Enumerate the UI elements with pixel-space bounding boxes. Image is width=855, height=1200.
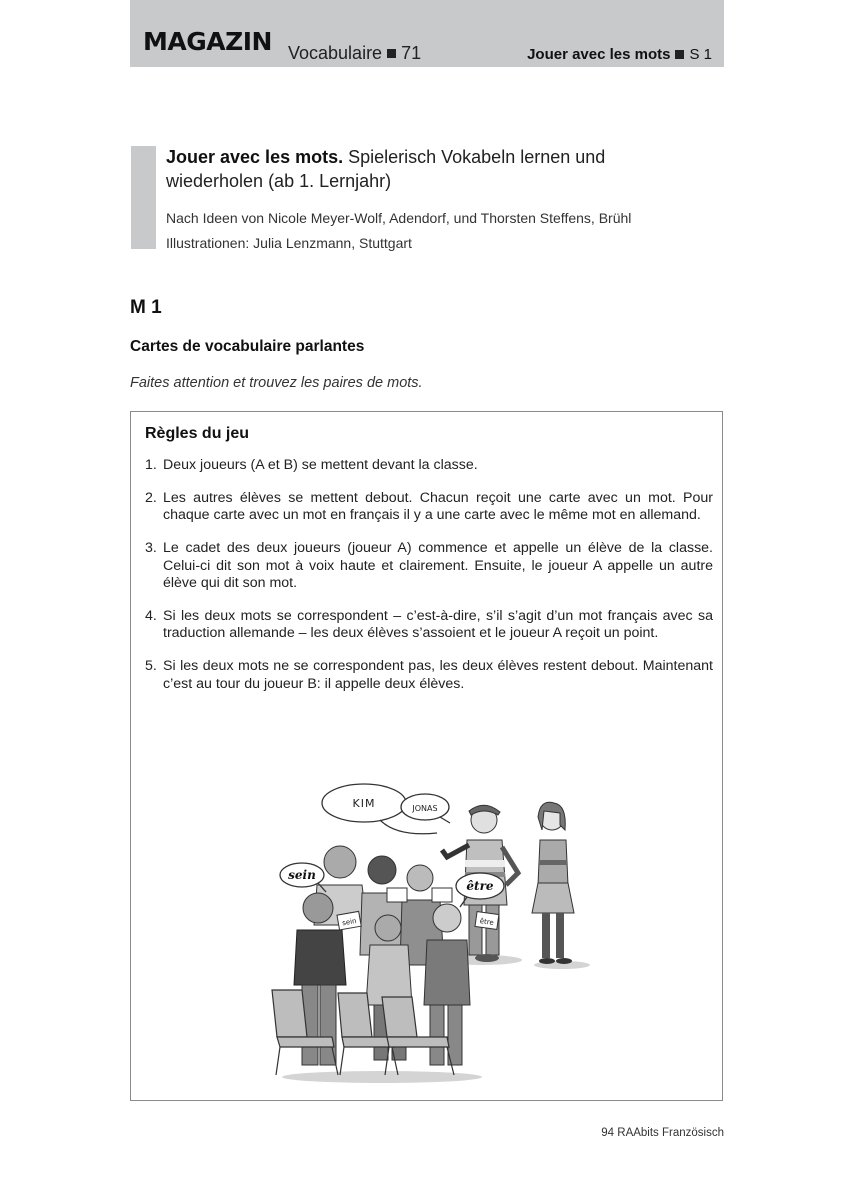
section-page: S 1 bbox=[689, 46, 712, 63]
rule-item bbox=[145, 490, 713, 525]
rule-number: 3. bbox=[145, 540, 157, 557]
intro-title-rest: Spielerisch Vokabeln lernen und wiederholen (ab 1. Lernjahr) bbox=[166, 147, 606, 191]
section-name: Jouer avec les mots bbox=[527, 46, 671, 63]
player-b-figure bbox=[532, 802, 574, 964]
credit-illustrations: Illustrationen: Julia Lenzmann, Stuttgart bbox=[166, 235, 412, 251]
intro-title bbox=[166, 145, 686, 193]
rule-text: Le cadet des deux joueurs (joueur A) commence et appelle un élève de la classe. Celui-ci dit son mot à voix haute et clairement. Ensuite, le joueur A appelle un autre élève qui dit son mot. bbox=[163, 540, 713, 592]
word-card-sein bbox=[337, 911, 361, 930]
rules-heading: Règles du jeu bbox=[145, 425, 250, 442]
intro-accent-bar bbox=[131, 146, 156, 249]
issue-label bbox=[288, 43, 421, 64]
rule-text: Les autres élèves se mettent debout. Chacun reçoit une carte avec un mot. Pour chaque carte avec un mot en français il y a une carte avec le même mot en allemand. bbox=[163, 489, 713, 524]
rule-item bbox=[145, 608, 713, 643]
material-label: M 1 bbox=[130, 297, 162, 318]
instruction: Faites attention et trouvez les paires de mots. bbox=[130, 375, 423, 391]
rule-text: Si les deux mots se correspondent – c’est-à-dire, s’il s’agit d’un mot français avec sa traduction allemande – les deux élèves s’assoient et le joueur A reçoit un point. bbox=[163, 607, 713, 642]
issue-name: Vocabulaire bbox=[288, 43, 383, 63]
word-card-etre bbox=[475, 912, 499, 930]
rule-number: 4. bbox=[145, 607, 157, 624]
rule-item bbox=[145, 540, 713, 592]
rules-list bbox=[145, 457, 713, 709]
header-bar bbox=[130, 0, 724, 67]
rule-number: 2. bbox=[145, 489, 157, 506]
bubble-text-sein: sein bbox=[288, 868, 316, 882]
page-footer: 94 RAAbits Französisch bbox=[601, 1127, 724, 1139]
rule-item bbox=[145, 457, 713, 474]
bubble-text-jonas: JONAS bbox=[412, 804, 438, 813]
issue-number: 71 bbox=[401, 43, 422, 63]
bubble-text-etre: être bbox=[466, 879, 494, 893]
rule-text: Deux joueurs (A et B) se mettent devant la classe. bbox=[163, 457, 478, 473]
rule-number: 5. bbox=[145, 658, 157, 675]
card-text-etre: être bbox=[479, 917, 495, 927]
speech-bubble-jonas bbox=[401, 794, 450, 823]
section-title bbox=[527, 46, 712, 63]
floor-shadow bbox=[282, 1071, 482, 1083]
intro-title-bold: Jouer avec les mots. bbox=[166, 147, 344, 167]
classroom-illustration bbox=[262, 775, 602, 1085]
rule-text: Si les deux mots ne se correspondent pas, les deux élèves restent debout. Maintenant c’est au tour du joueur B: il appelle deux élèves. bbox=[163, 658, 713, 692]
credit-ideas: Nach Ideen von Nicole Meyer-Wolf, Adendorf, und Thorsten Steffens, Brühl bbox=[166, 210, 632, 226]
square-bullet-icon bbox=[387, 49, 396, 58]
card-text-sein: sein bbox=[341, 916, 358, 928]
bubble-text-kim: KIM bbox=[352, 797, 376, 810]
rule-number: 1. bbox=[145, 457, 157, 473]
rule-item bbox=[145, 658, 713, 693]
magazine-brand: MAGAZIN bbox=[143, 27, 272, 56]
square-bullet-icon bbox=[675, 50, 684, 59]
material-title: Cartes de vocabulaire parlantes bbox=[130, 338, 365, 355]
